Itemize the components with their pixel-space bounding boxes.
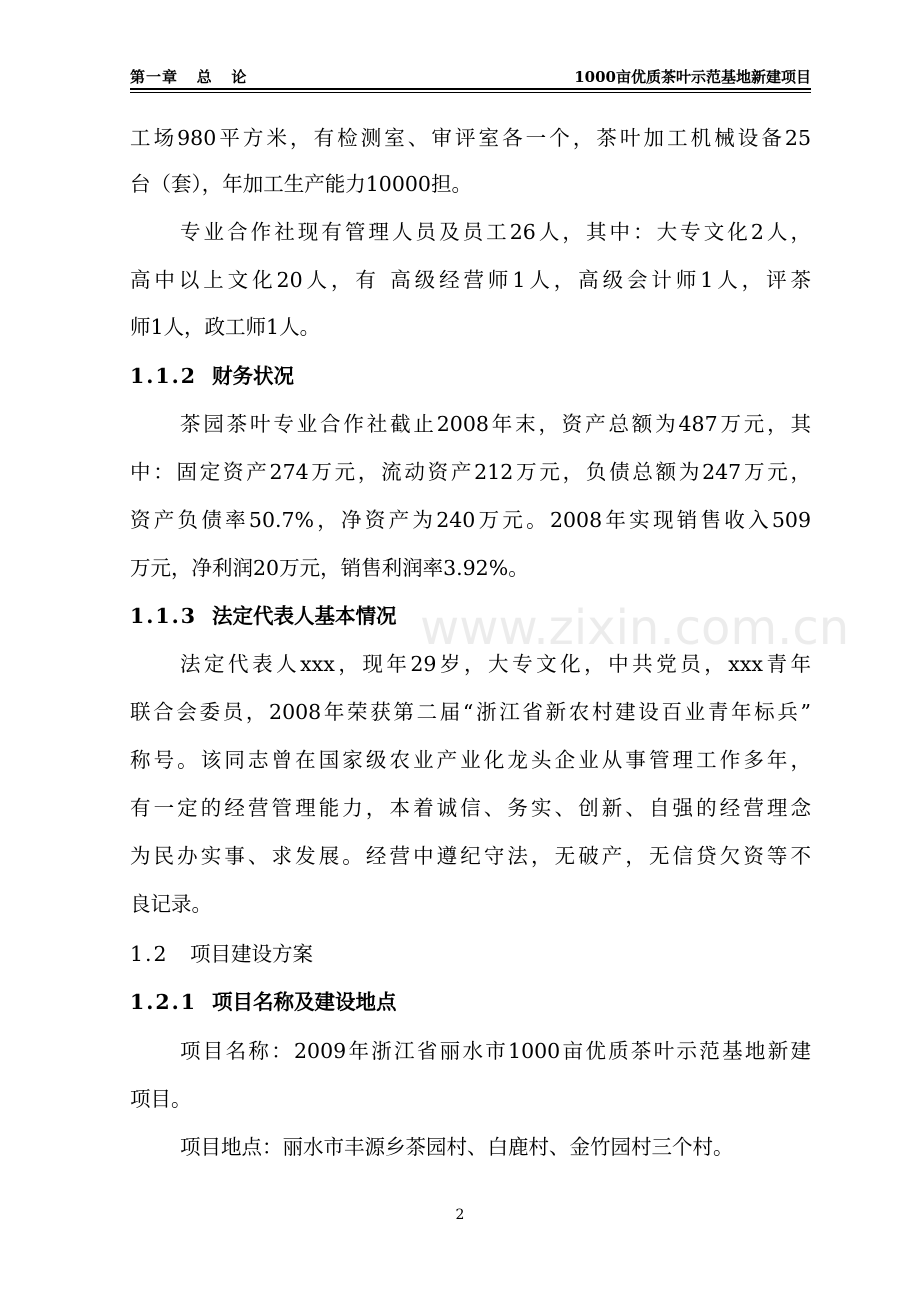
paragraph-line: 为民办实事、求发展。经营中遵纪守法，无破产，无信贷欠资等不 — [130, 844, 811, 868]
paragraph-line: 专业合作社现有管理人员及员工26人，其中：大专文化2人， — [180, 220, 811, 244]
page-number: 2 — [455, 1207, 465, 1223]
paragraph-line: 法定代表人xxx，现年29岁，大专文化，中共党员，xxx青年 — [180, 652, 811, 676]
paragraph-line: 师1人，政工师1人。 — [130, 315, 321, 339]
project-title: 1000亩优质茶叶示范基地新建项目 — [574, 68, 811, 86]
page-header — [130, 64, 811, 90]
chapter-title: 第一章 总 论 — [130, 68, 248, 86]
section-heading-1-1-2 — [130, 362, 294, 390]
section-title: 项目名称及建设地点 — [212, 990, 397, 1014]
paragraph-line: 项目地点：丽水市丰源乡茶园村、白鹿村、金竹园村三个村。 — [180, 1135, 734, 1159]
section-heading-1-2-1 — [130, 988, 397, 1016]
paragraph-line: 工场980平方米，有检测室、审评室各一个，茶叶加工机械设备25 — [130, 126, 811, 150]
section-number: 1.1.2 — [130, 364, 198, 388]
paragraph-line: 茶园茶叶专业合作社截止2008年末，资产总额为487万元，其 — [180, 412, 811, 436]
paragraph-line: 万元，净利润20万元，销售利润率3.92%。 — [130, 556, 529, 580]
section-number: 1.2 — [130, 942, 169, 966]
section-number: 1.2.1 — [130, 990, 198, 1014]
section-heading-1-2 — [130, 940, 313, 968]
paragraph-line: 台（套），年加工生产能力10000担。 — [130, 172, 472, 196]
paragraph-line: 中：固定资产274万元，流动资产212万元，负债总额为247万元， — [130, 460, 811, 484]
paragraph-line: 高中以上文化20人，有 高级经营师1人，高级会计师1人，评茶 — [130, 268, 811, 292]
paragraph-line: 项目。 — [130, 1087, 192, 1111]
paragraph-line: 联合会委员，2008年荣获第二届“浙江省新农村建设百业青年标兵” — [130, 700, 811, 724]
paragraph-line: 项目名称：2009年浙江省丽水市1000亩优质茶叶示范基地新建 — [180, 1039, 811, 1063]
section-number: 1.1.3 — [130, 604, 198, 628]
paragraph-line: 良记录。 — [130, 892, 212, 916]
paragraph-line: 有一定的经营管理能力，本着诚信、务实、创新、自强的经营理念 — [130, 796, 811, 820]
section-title: 财务状况 — [212, 364, 294, 388]
section-heading-1-1-3 — [130, 602, 397, 630]
section-title: 法定代表人基本情况 — [212, 604, 397, 628]
section-title: 项目建设方案 — [190, 942, 313, 966]
paragraph-line: 称号。该同志曾在国家级农业产业化龙头企业从事管理工作多年， — [130, 748, 811, 772]
watermark: www.zixin.com.cn — [420, 600, 850, 656]
paragraph-line: 资产负债率50.7%，净资产为240万元。2008年实现销售收入509 — [130, 508, 811, 532]
